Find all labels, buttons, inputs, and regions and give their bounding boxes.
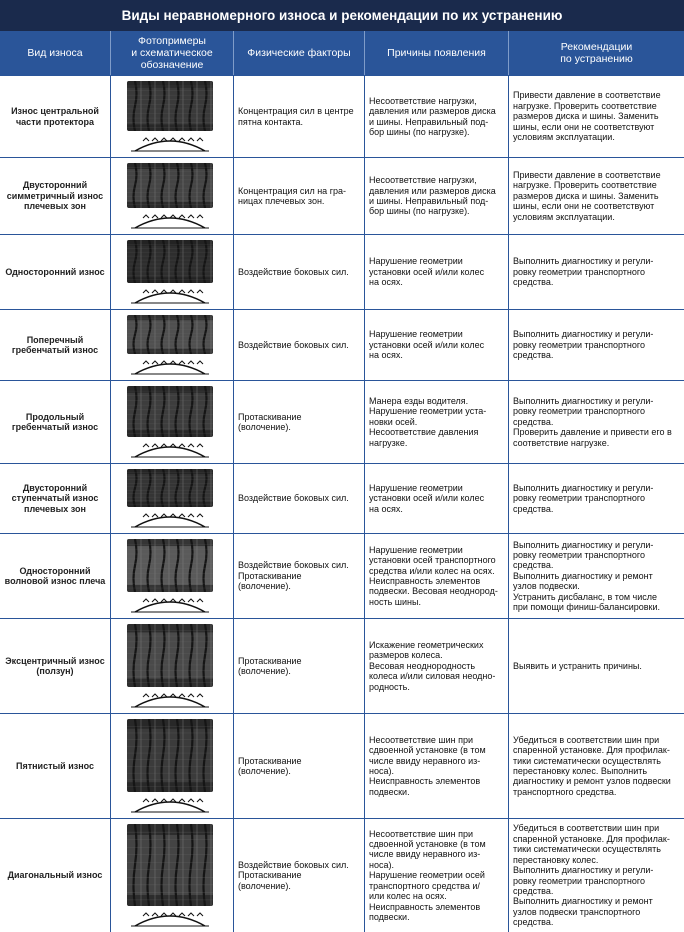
causes: Несоответствие нагрузки, давления или размеров диска и шины. Неправильный под- бор шины (по нагрузке). [365,76,509,157]
causes: Нарушение геометрии установки осей и/или колес на осях. [365,310,509,380]
transverse-comb-wear-icon [129,356,211,376]
tire-photo [127,81,213,131]
recommendations: Убедиться в соответствии шин при спаренной установке. Для профилак- тики систематически осуществлять перестановку колес. Выполнить диагностику и регули- ровку геометрии транспортного средства. Выполнить диагностику и ремонт узлов подвески транспортного средства. [513,823,670,928]
tire-photo [127,824,213,906]
recommendations: Привести давление в соответствие нагрузке. Проверить соответствие размеров диска и шины. Заменить шины, если они не соответствуют условиям эксплуатации. [513,169,661,222]
wear-photo [111,76,234,157]
causes: Искажение геометрических размеров колеса. Весовая неоднородность колеса и/или силовая неодно- родность. [365,619,509,713]
causes: Нарушение геометрии установки осей и/или колес на осях. [365,464,509,533]
physical-factors: Воздействие боковых сил. [234,310,365,380]
header-factors: Физические факторы [234,31,365,75]
wear-type: Двусторонний симметричный износ плечевых зон [0,158,111,234]
physical-factors: Протаскивание (волочение). [234,381,365,463]
diagonal-wear-icon [129,908,211,928]
physical-factors: Воздействие боковых сил. Протаскивание (волочение). [234,534,365,618]
physical-factors: Воздействие боковых сил. [234,235,365,309]
wear-type: Пятнистый износ [0,714,111,818]
recommendations: Привести давление в соответствие нагрузке. Проверить соответствие размеров диска и шины. Заменить шины, если они не соответствуют условиям эксплуатации. [513,90,661,143]
wear-type: Односторонний износ [0,235,111,309]
causes: Нарушение геометрии установки осей транспортного средства и/или колес на осях. Неисправность элементов подвески. Весовая неоднород- ность шины. [365,534,509,618]
table-row [0,234,684,309]
physical-factors: Концентрация сил на гра- ницах плечевых зон. [234,158,365,234]
tire-photo [127,539,213,592]
recommendations: Выполнить диагностику и регули- ровку геометрии транспортного средства. [513,482,654,514]
wear-photo [111,819,234,932]
tire-photo [127,163,213,208]
tire-photo [127,315,213,354]
longitudinal-comb-wear-icon [129,439,211,459]
table-row [0,713,684,818]
recommendations: Выполнить диагностику и регули- ровку геометрии транспортного средства. [513,329,654,361]
wear-type: Поперечный гребенчатый износ [0,310,111,380]
header-type: Вид износа [0,31,111,75]
recommendations: Выявить и устранить причины. [513,660,642,671]
header-recommendations: Рекомендации по устранению [560,41,633,65]
recommendations: Выполнить диагностику и регули- ровку геометрии транспортного средства. [513,256,654,288]
tire-photo [127,719,213,792]
wear-type: Износ центральной части протектора [0,76,111,157]
physical-factors: Протаскивание (волочение). [234,619,365,713]
table-row [0,818,684,932]
shoulder-wear-icon [129,210,211,230]
wear-photo [111,464,234,533]
tire-photo [127,469,213,507]
tire-photo [127,386,213,437]
spot-wear-icon [129,794,211,814]
wear-type: Двусторонний ступенчатый износ плечевых зон [0,464,111,533]
header-photo: Фотопримеры и схематическое обозначение [111,31,234,75]
wear-photo [111,534,234,618]
wear-photo [111,381,234,463]
recommendations: Выполнить диагностику и регули- ровку геометрии транспортного средства. Выполнить диагностику и ремонт узлов подвески. Устранить дисбаланс, в том числе при помощи финиш-балансировки. [513,539,661,613]
table-row [0,75,684,157]
wear-photo [111,235,234,309]
physical-factors: Концентрация сил в центре пятна контакта. [234,76,365,157]
table-row [0,309,684,380]
physical-factors: Протаскивание (волочение). [234,714,365,818]
causes: Несоответствие нагрузки, давления или размеров диска и шины. Неправильный под- бор шины (по нагрузке). [365,158,509,234]
causes: Манера езды водителя. Нарушение геометрии уста- новки осей. Несоответствие давления нагрузке. [365,381,509,463]
table-header [0,31,684,75]
tire-photo [127,624,213,687]
wear-photo [111,158,234,234]
table-row [0,157,684,234]
wear-photo [111,310,234,380]
table-row [0,380,684,463]
wear-photo [111,714,234,818]
physical-factors: Воздействие боковых сил. Протаскивание (волочение). [234,819,365,932]
wave-shoulder-wear-icon [129,594,211,614]
wear-type: Диагональный износ [0,819,111,932]
causes: Несоответствие шин при сдвоенной установке (в том числе ввиду неравного из- носа). Нарушение геометрии осей транспортного средства и/ или колес на осях. Неисправность элементов подвески. [365,819,509,932]
wear-type: Эксцентричный износ (ползун) [0,619,111,713]
wear-photo [111,619,234,713]
one-side-wear-icon [129,285,211,305]
recommendations: Убедиться в соответствии шин при спаренной установке. Для профилак- тики систематически осуществлять перестановку колес. Выполнить диагностику и ремонт узлов подвески транспортного средства. [513,734,671,797]
physical-factors: Воздействие боковых сил. [234,464,365,533]
tire-photo [127,240,213,283]
table-row [0,533,684,618]
wear-type: Продольный гребенчатый износ [0,381,111,463]
wear-type: Односторонний волновой износ плеча [0,534,111,618]
causes: Несоответствие шин при сдвоенной установке (в том числе ввиду неравного из- носа). Неисправность элементов подвески. [365,714,509,818]
table-row [0,463,684,533]
stepped-shoulder-wear-icon [129,509,211,529]
table-row [0,618,684,713]
causes: Нарушение геометрии установки осей и/или колес на осях. [365,235,509,309]
eccentric-wear-icon [129,689,211,709]
table-title: Виды неравномерного износа и рекомендации по их устранению [0,0,684,31]
recommendations: Выполнить диагностику и регули- ровку геометрии транспортного средства. Проверить давление и привести его в соответствие нагрузке. [513,395,672,448]
center-wear-icon [129,133,211,153]
header-causes: Причины появления [365,31,509,75]
